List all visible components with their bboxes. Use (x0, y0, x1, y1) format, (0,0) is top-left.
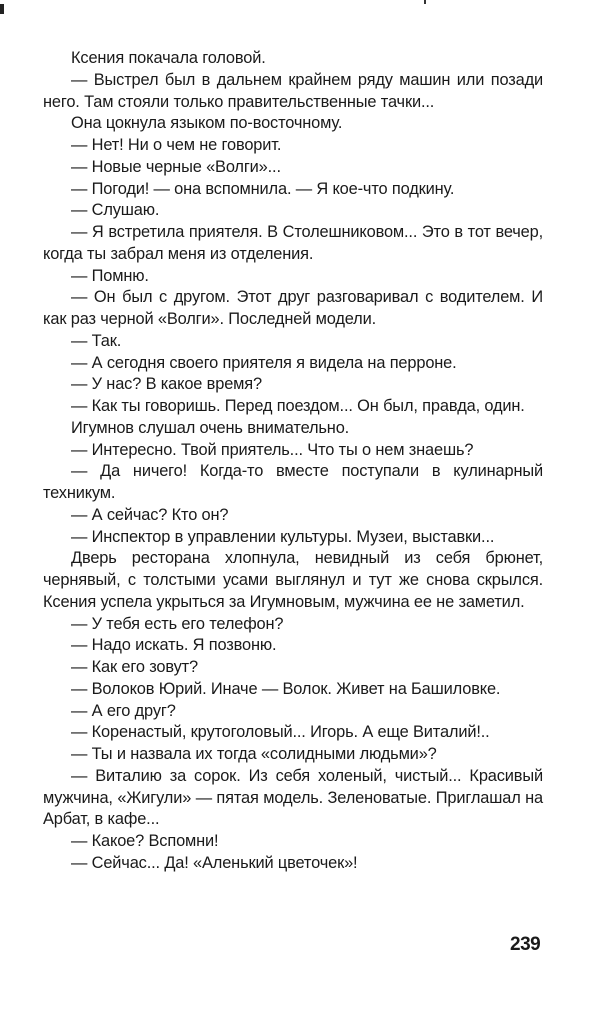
page-number: 239 (510, 934, 541, 955)
paragraph: — А сегодня своего приятеля я видела на перроне. (71, 353, 457, 372)
scan-corner-mark (0, 4, 4, 14)
paragraph: — Я встретила приятеля. В Столешниковом... Это в тот вечер, когда ты забрал меня из отделения. (43, 223, 543, 263)
paragraph: — Да ничего! Когда-то вместе поступали в кулинарный техникум. (43, 462, 543, 502)
paragraph: Ксения покачала головой. (71, 49, 266, 67)
paragraph: — Помню. (71, 266, 149, 285)
paragraph: — Слушаю. (71, 201, 160, 220)
paragraph: Игумнов слушал очень внимательно. (71, 418, 350, 437)
paragraph: — Нет! Ни о чем не говорит. (71, 136, 282, 154)
paragraph: — Сейчас... Да! «Аленький цветочек»! (71, 853, 358, 872)
paragraph: — Погоди! — она вспомнила. — Я кое-что подкину. (71, 179, 455, 198)
paragraph: — Новые черные «Волги»... (71, 157, 281, 176)
paragraph: — Коренастый, крутоголовый... Игорь. А еще Виталий!.. (71, 723, 490, 742)
paragraph: — Он был с другом. Этот друг разговаривал с водителем. И как раз черной «Волги». Последней модели. (43, 288, 543, 328)
paragraph: — Какое? Вспомни! (71, 832, 219, 850)
paragraph: — У нас? В какое время? (71, 375, 262, 394)
paragraph: Дверь ресторана хлопнула, невидный из себя брюнет, чернявый, с толстыми усами выглянул и тут же снова скрылся. Ксения успела укрыться за Игумновым, мужчина ее не заметил. (43, 549, 543, 611)
paragraph: — А его друг? (71, 701, 176, 720)
paragraph: — Как его зовут? (71, 658, 198, 676)
paragraph: — Ты и назвала их тогда «солидными людьми»? (71, 745, 437, 763)
paragraph: — Виталию за сорок. Из себя холеный, чистый... Красивый мужчина, «Жигули» — пятая модель. Зеленоватые. Приглашал на Арбат, в кафе... (43, 766, 543, 829)
paragraph: — Выстрел был в дальнем крайнем ряду машин или позади него. Там стояли только правительственные тачки... (43, 70, 543, 111)
paragraph: — Интересно. Твой приятель... Что ты о нем знаешь? (71, 440, 474, 459)
paragraph: Она цокнула языком по-восточному. (71, 114, 343, 133)
paragraph: — А сейчас? Кто он? (71, 505, 229, 524)
paragraph: — Инспектор в управлении культуры. Музеи, выставки... (71, 527, 495, 546)
paragraph: — Как ты говоришь. Перед поездом... Он был, правда, один. (71, 397, 525, 415)
scan-top-mark (424, 0, 426, 4)
page-body-text (43, 48, 543, 875)
paragraph: — Волоков Юрий. Иначе — Волок. Живет на Башиловке. (71, 679, 501, 698)
paragraph: — Так. (71, 331, 122, 350)
paragraph: — У тебя есть его телефон? (71, 614, 284, 633)
paragraph: — Надо искать. Я позвоню. (71, 636, 277, 655)
